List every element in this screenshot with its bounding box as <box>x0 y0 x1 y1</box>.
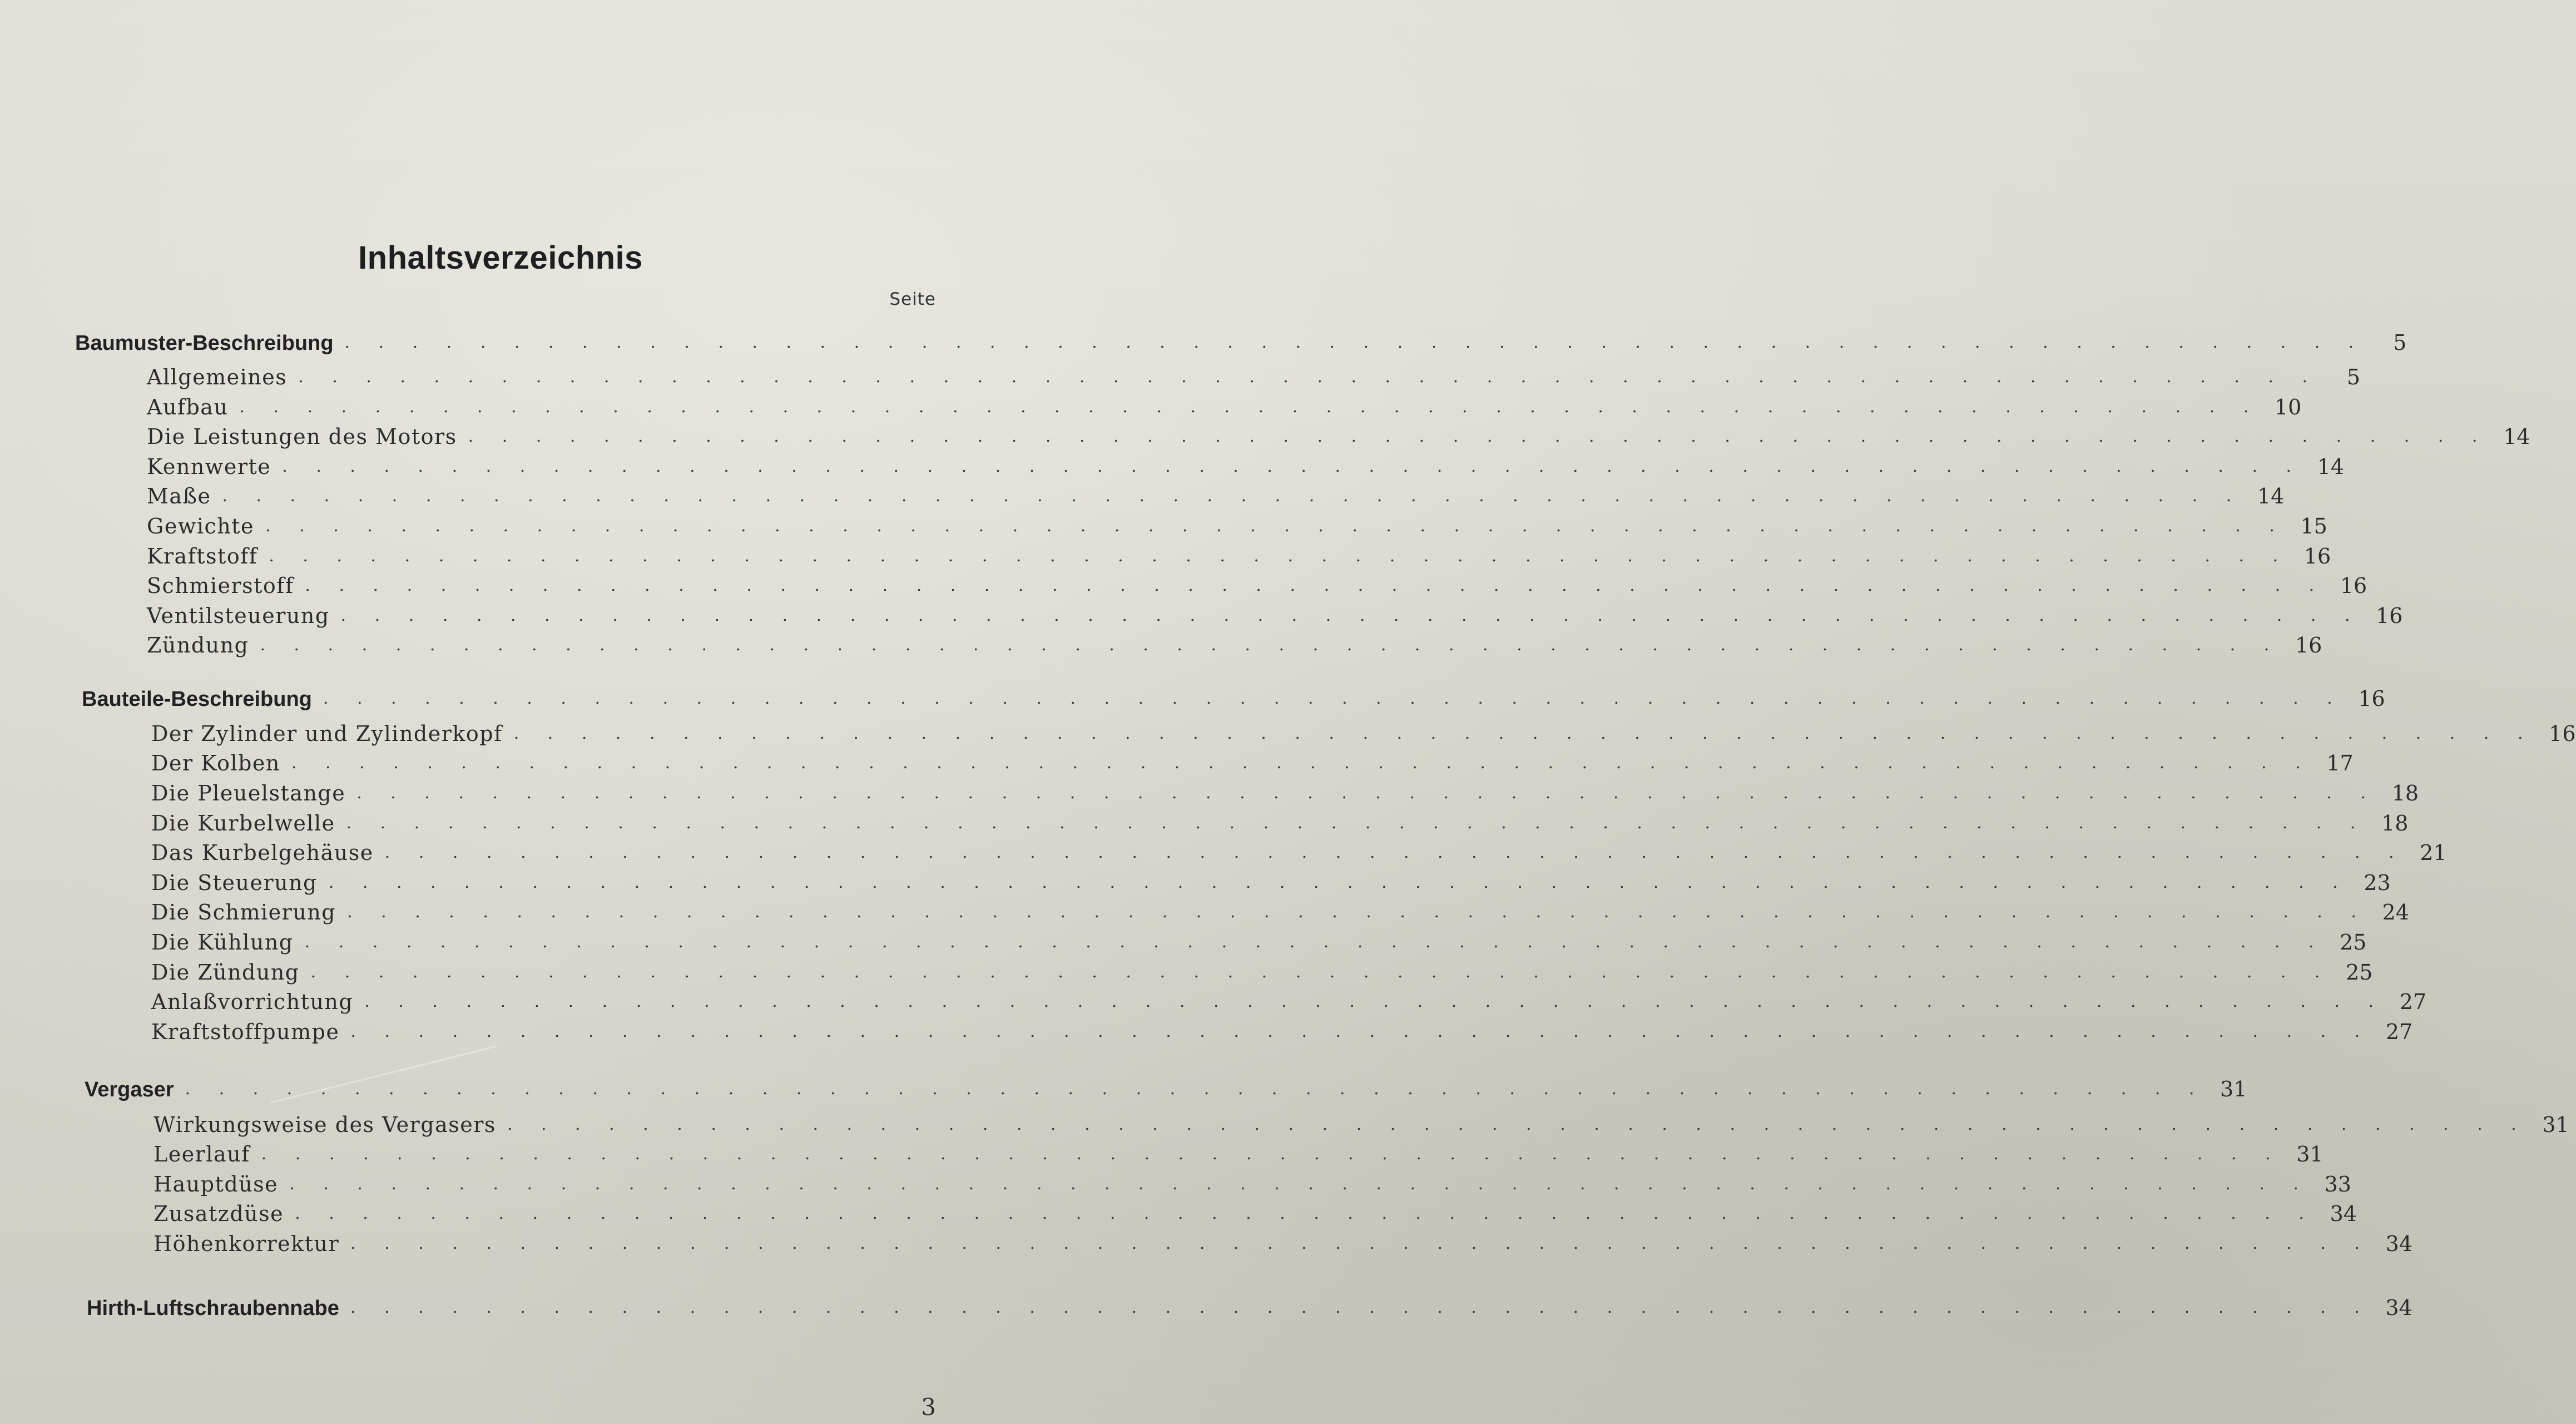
toc-entry[interactable] <box>147 454 2345 484</box>
entry-page-number: 14 <box>2503 424 2530 449</box>
entry-label: Die Pleuelstange <box>151 781 346 805</box>
dot-leader: . . . . . . . . . . . . . . . . . . . . . . . . . . . . . . . . . . . . . . . . . . . . . . . . . . . . . . . . . . . . <box>260 635 2281 655</box>
dot-leader: . . . . . . . . . . . . . . . . . . . . . . . . . . . . . . . . . . . . . . . . . . . . . . . . . . . . . . . . . . . . <box>295 1204 2316 1223</box>
dot-leader: . . . . . . . . . . . . . . . . . . . . . . . . . . . . . . . . . . . . . . . . . . . . . . . . . . . . . . . . . . . . <box>507 1115 2528 1134</box>
dot-leader: . . . . . . . . . . . . . . . . . . . . . . . . . . . . . . . . . . . . . . . . . . . . . . . . . . . . . . . . . . . . <box>323 689 2344 708</box>
dot-leader: . . . . . . . . . . . . . . . . . . . . . . . . . . . . . . . . . . . . . . . . . . . . . . . . . . . . . . . . . . . . <box>328 873 2350 892</box>
toc-entry[interactable] <box>151 871 2391 901</box>
dot-leader: . . . . . . . . . . . . . . . . . . . . . . . . . . . . . . . . . . . . . . . . . . . . . . . . . . . . . . . . . . . . <box>298 367 2320 387</box>
entry-label: Anlaßvorrichtung <box>151 990 354 1014</box>
entry-page-number: 34 <box>2385 1232 2412 1256</box>
dot-leader: . . . . . . . . . . . . . . . . . . . . . . . . . . . . . . . . . . . . . . . . . . . . . . . . . . . . . . . . . . . . <box>350 1298 2371 1317</box>
entry-label: Die Kurbelwelle <box>151 811 335 835</box>
page-number: 3 <box>921 1393 936 1421</box>
entry-label: Die Zündung <box>151 960 300 985</box>
entry-label: Wirkungsweise des Vergasers <box>153 1112 496 1137</box>
toc-entry[interactable] <box>151 721 2576 751</box>
entry-label: Die Leistungen des Motors <box>147 424 457 449</box>
entry-label: Zündung <box>147 633 249 657</box>
dot-leader: . . . . . . . . . . . . . . . . . . . . . . . . . . . . . . . . . . . . . . . . . . . . . . . . . . . . . . . . . . . . <box>185 1079 2206 1099</box>
toc-entry[interactable] <box>147 365 2361 395</box>
entry-label: Ventilsteuerung <box>147 604 330 628</box>
entry-page-number: 16 <box>2358 686 2385 711</box>
section-title: Vergaser <box>85 1078 174 1101</box>
entry-label: Kraftstoffpumpe <box>151 1020 340 1044</box>
toc-entry[interactable] <box>153 1172 2351 1202</box>
dot-leader: . . . . . . . . . . . . . . . . . . . . . . . . . . . . . . . . . . . . . . . . . . . . . . . . . . . . . . . . . . . . <box>282 457 2303 476</box>
dot-leader: . . . . . . . . . . . . . . . . . . . . . . . . . . . . . . . . . . . . . . . . . . . . . . . . . . . . . . . . . . . . <box>310 962 2332 982</box>
dot-leader: . . . . . . . . . . . . . . . . . . . . . . . . . . . . . . . . . . . . . . . . . . . . . . . . . . . . . . . . . . . . <box>340 606 2362 625</box>
entry-label: Die Kühlung <box>151 930 294 955</box>
toc-entry[interactable] <box>151 1020 2413 1050</box>
entry-page-number: 31 <box>2220 1077 2247 1101</box>
entry-label: Maße <box>147 484 211 508</box>
entry-page-number: 10 <box>2274 395 2302 419</box>
page-title: Inhaltsverzeichnis <box>358 240 643 276</box>
toc-entry[interactable] <box>147 514 2327 544</box>
dot-leader: . . . . . . . . . . . . . . . . . . . . . . . . . . . . . . . . . . . . . . . . . . . . . . . . . . . . . . . . . . . . <box>265 516 2286 536</box>
entry-page-number: 21 <box>2420 840 2447 865</box>
entry-label: Aufbau <box>147 395 229 419</box>
entry-page-number: 5 <box>2393 330 2407 355</box>
toc-entry[interactable] <box>147 573 2367 604</box>
entry-page-number: 25 <box>2346 960 2373 985</box>
toc-entry[interactable] <box>147 604 2403 634</box>
entry-page-number: 27 <box>2385 1020 2413 1044</box>
entry-page-number: 15 <box>2300 514 2327 538</box>
entry-label: Kennwerte <box>147 454 271 479</box>
dot-leader: . . . . . . . . . . . . . . . . . . . . . . . . . . . . . . . . . . . . . . . . . . . . . . . . . . . . . . . . . . . . <box>291 753 2312 773</box>
entry-page-number: 24 <box>2382 900 2409 924</box>
entry-label: Leerlauf <box>153 1142 250 1166</box>
dot-leader: . . . . . . . . . . . . . . . . . . . . . . . . . . . . . . . . . . . . . . . . . . . . . . . . . . . . . . . . . . . . <box>350 1022 2372 1041</box>
toc-entry[interactable] <box>151 811 2409 841</box>
entry-page-number: 14 <box>2317 454 2345 479</box>
entry-label: Höhenkorrektur <box>153 1232 340 1256</box>
toc-entry[interactable] <box>147 484 2285 514</box>
dot-leader: . . . . . . . . . . . . . . . . . . . . . . . . . . . . . . . . . . . . . . . . . . . . . . . . . . . . . . . . . . . . <box>344 333 2366 352</box>
dot-leader: . . . . . . . . . . . . . . . . . . . . . . . . . . . . . . . . . . . . . . . . . . . . . . . . . . . . . . . . . . . . <box>305 576 2326 595</box>
dot-leader: . . . . . . . . . . . . . . . . . . . . . . . . . . . . . . . . . . . . . . . . . . . . . . . . . . . . . . . . . . . . <box>513 724 2535 743</box>
toc-entry[interactable] <box>151 930 2367 960</box>
dot-leader: . . . . . . . . . . . . . . . . . . . . . . . . . . . . . . . . . . . . . . . . . . . . . . . . . . . . . . . . . . . . <box>289 1174 2310 1194</box>
entry-page-number: 25 <box>2340 930 2367 955</box>
entry-label: Allgemeines <box>147 365 288 389</box>
toc-entry[interactable] <box>147 424 2530 454</box>
entry-label: Die Schmierung <box>151 900 336 924</box>
section-title: Baumuster-Beschreibung <box>75 332 334 355</box>
toc-entry[interactable] <box>151 781 2419 811</box>
dot-leader: . . . . . . . . . . . . . . . . . . . . . . . . . . . . . . . . . . . . . . . . . . . . . . . . . . . . . . . . . . . . <box>222 486 2243 506</box>
entry-label: Das Kurbelgehäuse <box>151 840 374 865</box>
toc-entry[interactable] <box>147 544 2331 574</box>
toc-entry[interactable] <box>153 1142 2324 1172</box>
toc-section-3[interactable] <box>87 1296 2412 1326</box>
dot-leader: . . . . . . . . . . . . . . . . . . . . . . . . . . . . . . . . . . . . . . . . . . . . . . . . . . . . . . . . . . . . <box>304 932 2326 952</box>
entry-label: Hauptdüse <box>153 1172 279 1196</box>
dot-leader: . . . . . . . . . . . . . . . . . . . . . . . . . . . . . . . . . . . . . . . . . . . . . . . . . . . . . . . . . . . . <box>350 1234 2371 1253</box>
toc-entry[interactable] <box>153 1232 2412 1262</box>
toc-section-0[interactable] <box>75 330 2407 360</box>
dot-leader: . . . . . . . . . . . . . . . . . . . . . . . . . . . . . . . . . . . . . . . . . . . . . . . . . . . . . . . . . . . . <box>347 902 2368 922</box>
dot-leader: . . . . . . . . . . . . . . . . . . . . . . . . . . . . . . . . . . . . . . . . . . . . . . . . . . . . . . . . . . . . <box>261 1144 2282 1164</box>
toc-entry[interactable] <box>151 990 2427 1020</box>
entry-page-number: 16 <box>2549 721 2576 746</box>
entry-page-number: 33 <box>2324 1172 2351 1196</box>
entry-page-number: 27 <box>2399 990 2427 1014</box>
entry-page-number: 31 <box>2542 1112 2569 1137</box>
entry-label: Kraftstoff <box>147 544 258 568</box>
toc-section-1[interactable] <box>82 686 2385 716</box>
entry-page-number: 16 <box>2340 573 2367 598</box>
dot-leader: . . . . . . . . . . . . . . . . . . . . . . . . . . . . . . . . . . . . . . . . . . . . . . . . . . . . . . . . . . . . <box>468 427 2489 446</box>
entry-page-number: 18 <box>2381 811 2409 835</box>
entry-page-number: 31 <box>2296 1142 2324 1166</box>
toc-entry[interactable] <box>151 900 2409 930</box>
entry-page-number: 34 <box>2330 1202 2357 1226</box>
dot-leader: . . . . . . . . . . . . . . . . . . . . . . . . . . . . . . . . . . . . . . . . . . . . . . . . . . . . . . . . . . . . <box>384 843 2406 862</box>
section-title: Hirth-Luftschraubennabe <box>87 1297 339 1320</box>
entry-label: Schmierstoff <box>147 573 294 598</box>
entry-page-number: 16 <box>2303 544 2331 568</box>
entry-label: Zusatzdüse <box>153 1202 284 1226</box>
toc-section-2[interactable] <box>85 1077 2247 1107</box>
dot-leader: . . . . . . . . . . . . . . . . . . . . . . . . . . . . . . . . . . . . . . . . . . . . . . . . . . . . . . . . . . . . <box>346 813 2367 833</box>
dot-leader: . . . . . . . . . . . . . . . . . . . . . . . . . . . . . . . . . . . . . . . . . . . . . . . . . . . . . . . . . . . . <box>364 992 2386 1011</box>
toc-entry[interactable] <box>147 633 2322 663</box>
toc-entry[interactable] <box>153 1112 2569 1143</box>
toc-entry[interactable] <box>151 751 2354 781</box>
toc-entry[interactable] <box>153 1202 2357 1232</box>
dot-leader: . . . . . . . . . . . . . . . . . . . . . . . . . . . . . . . . . . . . . . . . . . . . . . . . . . . . . . . . . . . . <box>356 783 2378 803</box>
section-title: Bauteile-Beschreibung <box>82 688 312 711</box>
entry-page-number: 34 <box>2385 1296 2412 1320</box>
entry-page-number: 16 <box>2376 604 2403 628</box>
toc-entry[interactable] <box>151 840 2447 871</box>
dot-leader: . . . . . . . . . . . . . . . . . . . . . . . . . . . . . . . . . . . . . . . . . . . . . . . . . . . . . . . . . . . . <box>239 397 2261 417</box>
toc-entry[interactable] <box>147 395 2302 425</box>
entry-label: Die Steuerung <box>151 871 318 895</box>
entry-label: Gewichte <box>147 514 255 538</box>
toc-entry[interactable] <box>151 960 2373 990</box>
entry-page-number: 14 <box>2257 484 2285 508</box>
entry-page-number: 5 <box>2346 365 2361 389</box>
entry-page-number: 17 <box>2326 751 2354 775</box>
entry-label: Der Kolben <box>151 751 280 775</box>
entry-page-number: 18 <box>2391 781 2419 805</box>
page-column-header: Seite <box>889 289 936 309</box>
dot-leader: . . . . . . . . . . . . . . . . . . . . . . . . . . . . . . . . . . . . . . . . . . . . . . . . . . . . . . . . . . . . <box>269 546 2290 566</box>
entry-page-number: 16 <box>2295 633 2322 657</box>
entry-label: Der Zylinder und Zylinderkopf <box>151 721 503 746</box>
entry-page-number: 23 <box>2364 871 2391 895</box>
